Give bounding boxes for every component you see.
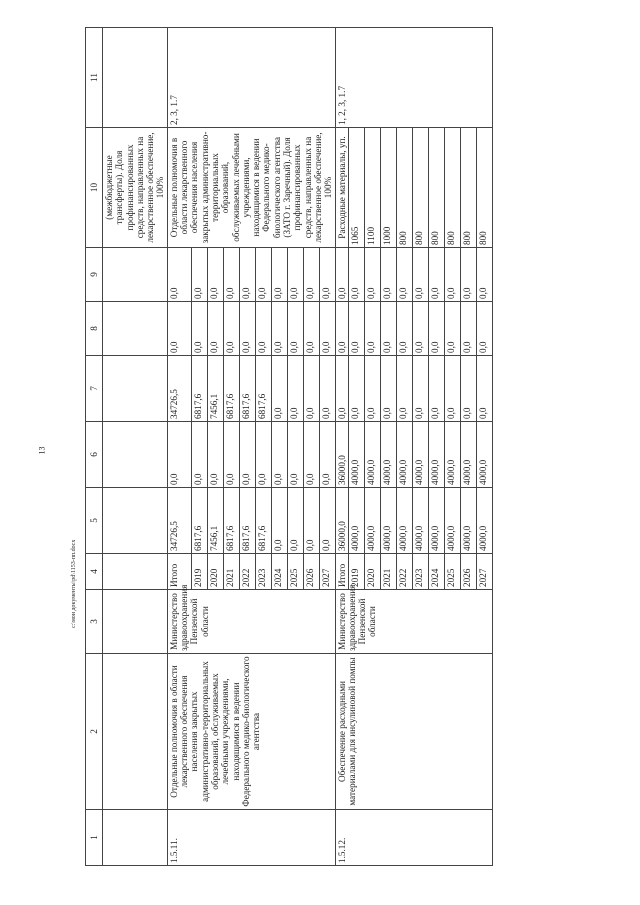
measure-name: Отдельные полномочия в области лекарственного обеспечения населения закрытых административно-территориальных образований, обслуживаемых лечебными учреждениями, находящимися в ведении Федерального медико-биологического агентства bbox=[167, 654, 335, 810]
amount-cell: 0,0 bbox=[239, 422, 255, 488]
amount-cell: 0,0 bbox=[380, 302, 396, 356]
links-cell: 2, 3, 1.7 bbox=[167, 28, 335, 128]
cell bbox=[103, 654, 168, 810]
executor: Министерство здравоохранения Пензенской области bbox=[167, 590, 335, 654]
cell bbox=[103, 28, 168, 128]
column-header-5: 5 bbox=[86, 488, 103, 554]
indicator-value: 800 bbox=[428, 128, 444, 248]
amount-cell: 0,0 bbox=[223, 248, 239, 302]
year-cell: 2027 bbox=[476, 554, 492, 590]
row-number: 1.5.11. bbox=[167, 810, 335, 866]
indicator-value: 1100 bbox=[364, 128, 380, 248]
amount-cell: 6817,6 bbox=[239, 356, 255, 422]
amount-cell: 0,0 bbox=[271, 248, 287, 302]
amount-cell: 0,0 bbox=[271, 422, 287, 488]
amount-cell: 34726,5 bbox=[167, 356, 191, 422]
amount-cell: 0,0 bbox=[191, 248, 207, 302]
amount-cell: 0,0 bbox=[348, 302, 364, 356]
year-cell: 2026 bbox=[460, 554, 476, 590]
year-cell: Итого bbox=[167, 554, 191, 590]
year-cell: 2025 bbox=[444, 554, 460, 590]
program-table bbox=[85, 27, 493, 866]
amount-cell: 4000,0 bbox=[444, 422, 460, 488]
amount-cell: 0,0 bbox=[364, 356, 380, 422]
amount-cell: 0,0 bbox=[444, 302, 460, 356]
page-number: 13 bbox=[37, 446, 47, 455]
column-header-2: 2 bbox=[86, 654, 103, 810]
indicator-value: 1065 bbox=[348, 128, 364, 248]
amount-cell: 0,0 bbox=[303, 248, 319, 302]
amount-cell: 6817,6 bbox=[223, 488, 239, 554]
amount-cell: 0,0 bbox=[335, 248, 348, 302]
column-header-9: 9 bbox=[86, 248, 103, 302]
amount-cell: 0,0 bbox=[207, 422, 223, 488]
amount-cell: 7456,1 bbox=[207, 488, 223, 554]
amount-cell: 6817,6 bbox=[191, 488, 207, 554]
amount-cell: 0,0 bbox=[428, 302, 444, 356]
amount-cell: 0,0 bbox=[476, 356, 492, 422]
amount-cell: 0,0 bbox=[207, 302, 223, 356]
cell bbox=[103, 422, 168, 488]
amount-cell: 36000,0 bbox=[335, 422, 348, 488]
amount-cell: 0,0 bbox=[303, 422, 319, 488]
year-cell: 2025 bbox=[287, 554, 303, 590]
amount-cell: 36000,0 bbox=[335, 488, 348, 554]
carry-over-indicator: (межбюджетные трансферты). Доля профинансированных средств, направленных на лекарственное обеспечение, 100% bbox=[103, 128, 168, 248]
amount-cell: 0,0 bbox=[303, 488, 319, 554]
amount-cell: 0,0 bbox=[191, 422, 207, 488]
year-cell: 2026 bbox=[303, 554, 319, 590]
amount-cell: 0,0 bbox=[364, 302, 380, 356]
amount-cell: 0,0 bbox=[476, 248, 492, 302]
cell bbox=[103, 590, 168, 654]
amount-cell: 0,0 bbox=[428, 356, 444, 422]
amount-cell: 6817,6 bbox=[255, 488, 271, 554]
amount-cell: 4000,0 bbox=[428, 488, 444, 554]
year-cell: 2019 bbox=[191, 554, 207, 590]
year-cell: 2021 bbox=[223, 554, 239, 590]
indicator-value: 800 bbox=[412, 128, 428, 248]
column-header-1: 1 bbox=[86, 810, 103, 866]
cell bbox=[103, 302, 168, 356]
amount-cell: 0,0 bbox=[364, 248, 380, 302]
amount-cell: 4000,0 bbox=[460, 488, 476, 554]
measure-name: Обеспечение расходными материалами для инсулиновой помпы bbox=[335, 654, 492, 810]
amount-cell: 4000,0 bbox=[412, 422, 428, 488]
amount-cell: 0,0 bbox=[348, 248, 364, 302]
links-cell: 1, 2, 3, 1.7 bbox=[335, 28, 492, 128]
rotated-table-page bbox=[85, 28, 620, 866]
amount-cell: 0,0 bbox=[287, 488, 303, 554]
column-header-10: 10 bbox=[86, 128, 103, 248]
year-cell: 2022 bbox=[396, 554, 412, 590]
footer-file-path: c:\мои документы\pd\1153-пп.docx bbox=[71, 539, 77, 628]
amount-cell: 0,0 bbox=[380, 356, 396, 422]
amount-cell: 6817,6 bbox=[255, 356, 271, 422]
amount-cell: 0,0 bbox=[460, 356, 476, 422]
cell bbox=[103, 356, 168, 422]
amount-cell: 6817,6 bbox=[191, 356, 207, 422]
amount-cell: 0,0 bbox=[239, 248, 255, 302]
carry-over-row bbox=[103, 28, 168, 866]
amount-cell: 34726,5 bbox=[167, 488, 191, 554]
amount-cell: 0,0 bbox=[444, 248, 460, 302]
column-header-4: 4 bbox=[86, 554, 103, 590]
amount-cell: 0,0 bbox=[460, 248, 476, 302]
year-cell: Итого bbox=[335, 554, 348, 590]
amount-cell: 0,0 bbox=[396, 248, 412, 302]
column-header-6: 6 bbox=[86, 422, 103, 488]
amount-cell: 0,0 bbox=[428, 248, 444, 302]
indicator-value: 800 bbox=[460, 128, 476, 248]
cell bbox=[103, 488, 168, 554]
amount-cell: 0,0 bbox=[396, 356, 412, 422]
document-sheet bbox=[85, 28, 620, 866]
amount-cell: 4000,0 bbox=[460, 422, 476, 488]
amount-cell: 4000,0 bbox=[412, 488, 428, 554]
amount-cell: 0,0 bbox=[335, 302, 348, 356]
amount-cell: 0,0 bbox=[167, 302, 191, 356]
amount-cell: 4000,0 bbox=[396, 488, 412, 554]
amount-cell: 0,0 bbox=[207, 248, 223, 302]
amount-cell: 4000,0 bbox=[476, 488, 492, 554]
amount-cell: 4000,0 bbox=[396, 422, 412, 488]
indicator-cell: Отдельные полномочия в области лекарственного обеспечения населения закрытых административно-территориальных образований, обслуживаемых лечебными учреждениями, находящимися в ведении Федерального медико-биологического агентства (ЗАТО г. Заречный). Доля профинансированных средств, направленных на лекарственное обеспечение, 100% bbox=[167, 128, 335, 248]
year-cell: 2024 bbox=[271, 554, 287, 590]
indicator-value: 800 bbox=[476, 128, 492, 248]
column-header-7: 7 bbox=[86, 356, 103, 422]
amount-cell: 4000,0 bbox=[476, 422, 492, 488]
amount-cell: 0,0 bbox=[319, 356, 335, 422]
amount-cell: 0,0 bbox=[287, 248, 303, 302]
table-row bbox=[335, 28, 348, 866]
year-cell: 2022 bbox=[239, 554, 255, 590]
amount-cell: 0,0 bbox=[223, 302, 239, 356]
amount-cell: 0,0 bbox=[223, 422, 239, 488]
indicator-value: 800 bbox=[444, 128, 460, 248]
amount-cell: 0,0 bbox=[319, 248, 335, 302]
year-cell: 2020 bbox=[364, 554, 380, 590]
amount-cell: 4000,0 bbox=[364, 488, 380, 554]
column-header-11: 11 bbox=[86, 28, 103, 128]
amount-cell: 0,0 bbox=[191, 302, 207, 356]
amount-cell: 4000,0 bbox=[444, 488, 460, 554]
amount-cell: 0,0 bbox=[380, 248, 396, 302]
indicator-value: 800 bbox=[396, 128, 412, 248]
column-header-8: 8 bbox=[86, 302, 103, 356]
amount-cell: 7456,1 bbox=[207, 356, 223, 422]
indicator-value: 1000 bbox=[380, 128, 396, 248]
amount-cell: 0,0 bbox=[287, 302, 303, 356]
amount-cell: 4000,0 bbox=[364, 422, 380, 488]
cell bbox=[103, 810, 168, 866]
amount-cell: 6817,6 bbox=[239, 488, 255, 554]
amount-cell: 0,0 bbox=[303, 356, 319, 422]
table-body bbox=[103, 28, 493, 866]
amount-cell: 0,0 bbox=[476, 302, 492, 356]
amount-cell: 4000,0 bbox=[380, 488, 396, 554]
amount-cell: 0,0 bbox=[167, 248, 191, 302]
amount-cell: 0,0 bbox=[271, 302, 287, 356]
cell bbox=[103, 248, 168, 302]
amount-cell: 4000,0 bbox=[380, 422, 396, 488]
year-cell: 2023 bbox=[255, 554, 271, 590]
amount-cell: 0,0 bbox=[271, 488, 287, 554]
amount-cell: 4000,0 bbox=[348, 422, 364, 488]
amount-cell: 0,0 bbox=[412, 248, 428, 302]
amount-cell: 0,0 bbox=[412, 302, 428, 356]
amount-cell: 0,0 bbox=[271, 356, 287, 422]
executor: Министерство здравоохранения Пензенской области bbox=[335, 590, 492, 654]
amount-cell: 0,0 bbox=[460, 302, 476, 356]
amount-cell: 4000,0 bbox=[428, 422, 444, 488]
year-cell: 2024 bbox=[428, 554, 444, 590]
header-row bbox=[86, 28, 103, 866]
amount-cell: 0,0 bbox=[335, 356, 348, 422]
amount-cell: 0,0 bbox=[319, 422, 335, 488]
column-header-3: 3 bbox=[86, 590, 103, 654]
amount-cell: 0,0 bbox=[255, 248, 271, 302]
amount-cell: 0,0 bbox=[287, 422, 303, 488]
amount-cell: 6817,6 bbox=[223, 356, 239, 422]
amount-cell: 0,0 bbox=[287, 356, 303, 422]
amount-cell: 0,0 bbox=[239, 302, 255, 356]
amount-cell: 0,0 bbox=[412, 356, 428, 422]
cell bbox=[103, 554, 168, 590]
amount-cell: 0,0 bbox=[348, 356, 364, 422]
year-cell: 2020 bbox=[207, 554, 223, 590]
amount-cell: 0,0 bbox=[396, 302, 412, 356]
indicator-cell: Расходные материалы, уп. bbox=[335, 128, 348, 248]
year-cell: 2023 bbox=[412, 554, 428, 590]
row-number: 1.5.12. bbox=[335, 810, 492, 866]
year-cell: 2019 bbox=[348, 554, 364, 590]
amount-cell: 0,0 bbox=[303, 302, 319, 356]
year-cell: 2021 bbox=[380, 554, 396, 590]
table-row bbox=[167, 28, 191, 866]
amount-cell: 0,0 bbox=[319, 302, 335, 356]
amount-cell: 0,0 bbox=[167, 422, 191, 488]
amount-cell: 0,0 bbox=[255, 422, 271, 488]
year-cell: 2027 bbox=[319, 554, 335, 590]
amount-cell: 0,0 bbox=[444, 356, 460, 422]
amount-cell: 0,0 bbox=[319, 488, 335, 554]
amount-cell: 0,0 bbox=[255, 302, 271, 356]
amount-cell: 4000,0 bbox=[348, 488, 364, 554]
